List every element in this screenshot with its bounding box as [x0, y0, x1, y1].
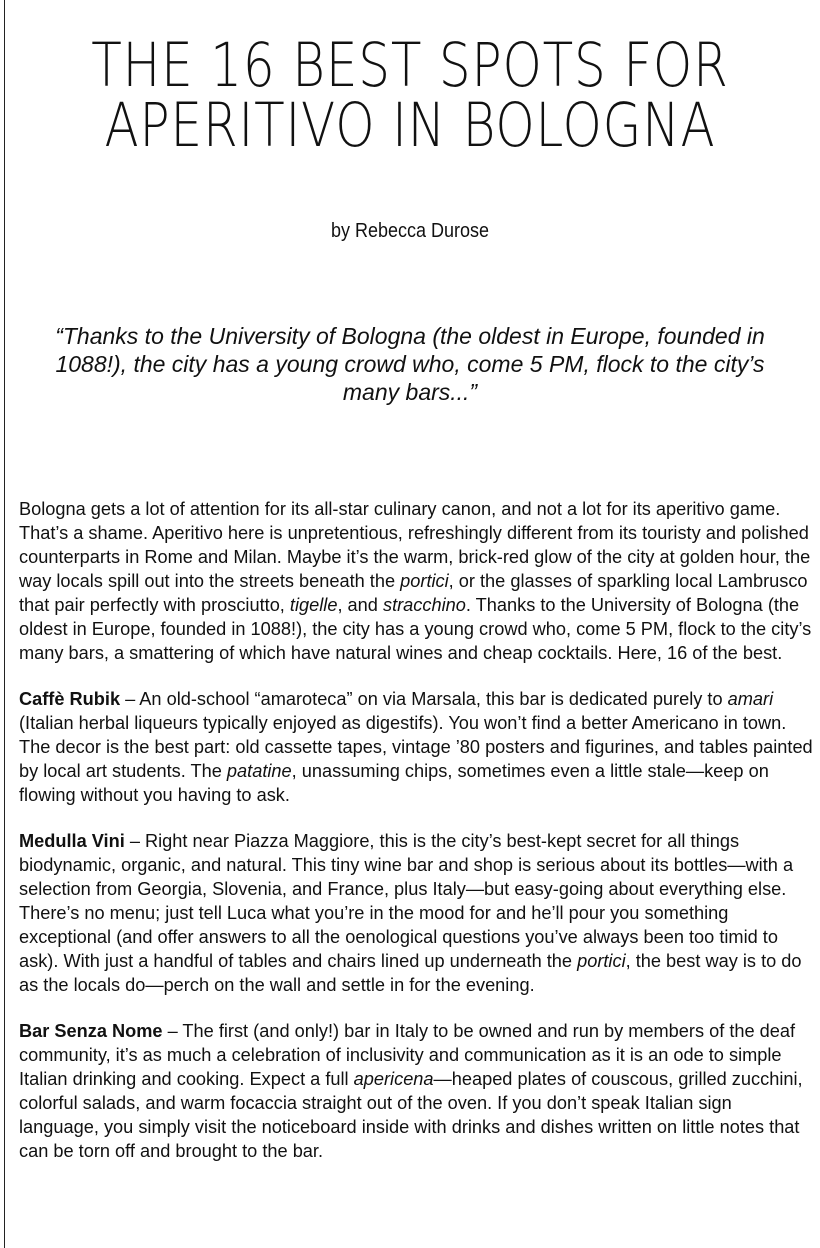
entry-medulla-vini: Medulla Vini – Right near Piazza Maggiore, this is the city’s best-kept secret for all things biodynamic, organic, and natural. This tiny wine bar and shop is serious about its bottles—with a selection from Georgia, Slovenia, and France, plus Italy—but easy-going about everything else. There’s no menu; just tell Luca what you’re in the mood for and he’ll pour you something exceptional (and offer answers to all the oenological questions you’ve always been too timid to ask). With just a handful of tables and chairs lined up underneath the portici, the best way is to do as the locals do—perch on the wall and settle in for the evening.: [19, 831, 802, 995]
article-body: [19, 497, 814, 1185]
entry-name: Bar Senza Nome: [19, 1021, 163, 1041]
intro-paragraph: Bologna gets a lot of attention for its all-star culinary canon, and not a lot for its aperitivo game. That’s a shame. Aperitivo here is unpretentious, refreshingly different from its touristy and polished counterparts in Rome and Milan. Maybe it’s the warm, brick-red glow of the city at golden hour, the way locals spill out into the streets beneath the portici, or the glasses of sparkling local Lambrusco that pair perfectly with prosciutto, tigelle, and stracchino. Thanks to the University of Bologna (the oldest in Europe, founded in 1088!), the city has a young crowd who, come 5 PM, flock to the city’s many bars, a smattering of which have natural wines and cheap cocktails. Here, 16 of the best.: [19, 499, 812, 663]
entry-name: Caffè Rubik: [19, 689, 121, 709]
pull-quote: “Thanks to the University of Bologna (the oldest in Europe, founded in 1088!), the city has a young crowd who, come 5 PM, flock to the city’s many bars...”: [55, 323, 765, 405]
title-line-2: APERITIVO IN BOLOGNA: [104, 90, 716, 161]
entry-caffe-rubik: Caffè Rubik – An old-school “amaroteca” on via Marsala, this bar is dedicated purely to amari (Italian herbal liqueurs typically enjoyed as digestifs). You won’t find a better Americano in town. The decor is the best part: old cassette tapes, vintage ’80 posters and figurines, and tables painted by local art students. The patatine, unassuming chips, sometimes even a little stale—keep on flowing without you having to ask.: [19, 689, 813, 805]
entry-bar-senza-nome: Bar Senza Nome – The first (and only!) bar in Italy to be owned and run by members of the deaf community, it’s as much a celebration of inclusivity and communication as it is an ode to simple Italian drinking and cooking. Expect a full apericena—heaped plates of couscous, grilled zucchini, colorful salads, and warm focaccia straight out of the oven. If you don’t speak Italian sign language, you simply visit the noticeboard inside with drinks and dishes written on little notes that can be torn off and brought to the bar.: [19, 1021, 803, 1161]
article-title: [74, 30, 746, 161]
left-border-rule: [4, 0, 5, 1248]
entry-name: Medulla Vini: [19, 831, 125, 851]
title-line-1: THE 16 BEST SPOTS FOR: [91, 30, 729, 101]
author-byline: by Rebecca Durose: [330, 220, 490, 242]
